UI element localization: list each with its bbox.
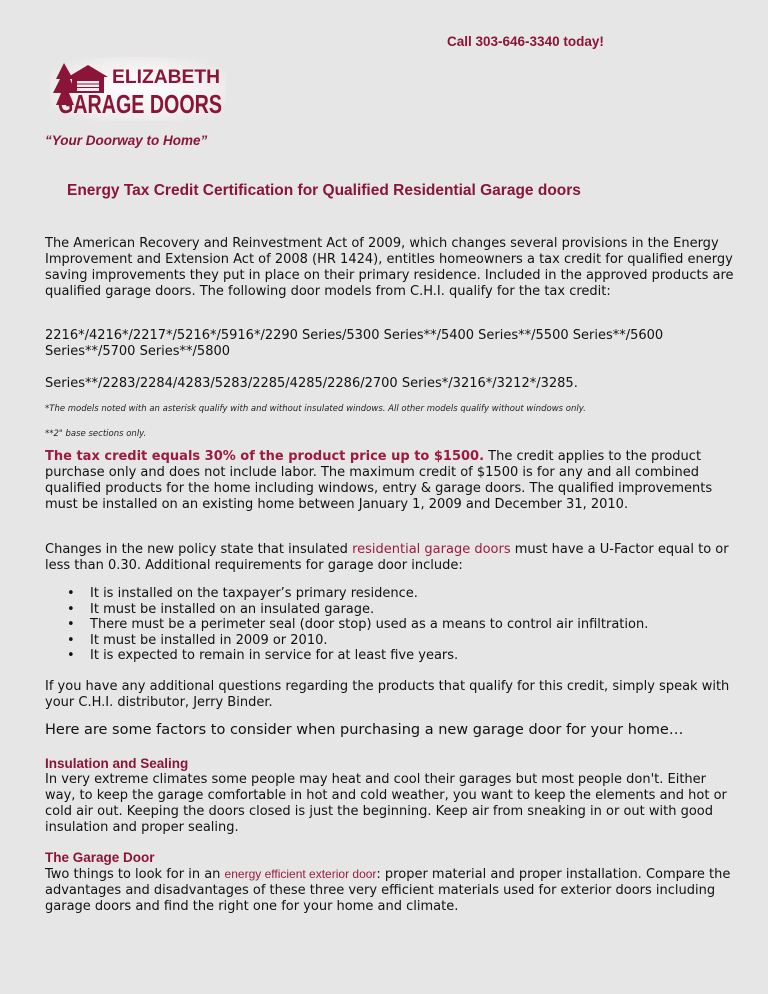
insulation-section xyxy=(45,756,735,836)
tax-credit-details: The credit applies to the product purchase only and does not include labor. The maximum credit of $1500 is for any and all combined qualified products for the home including windows, entry & garage doors. The qualified improvements must be installed on an existing home between January 1, 2009 and December 31, 2010. xyxy=(45,449,713,512)
models-line1: 2216*/4216*/2217*/5216*/5916*/2290 Series/5300 Series**/5400 Series**/5500 Series**/5600 Series**/5700 Series**/5800 xyxy=(45,328,664,359)
garage-door-heading: The Garage Door xyxy=(45,850,155,865)
list-item: • It must be installed in 2009 or 2010. xyxy=(67,632,328,648)
residential-garage-doors-link[interactable]: residential garage doors xyxy=(352,542,511,557)
call-to-action: Call 303-646-3340 today! xyxy=(447,34,604,49)
policy-changes-paragraph xyxy=(45,542,735,574)
bullet-icon: • xyxy=(67,586,75,601)
changes-after: must have a U-Factor equal to or less than 0.30. Additional requirements for garage door include: xyxy=(45,542,729,573)
bullet-icon: • xyxy=(67,617,75,632)
intro-paragraph: The American Recovery and Reinvestment Act of 2009, which changes several provisions in the Energy Improvement and Extension Act of 2008 (HR 1424), entitles homeowners a tax credit for qualified energy saving improvements they put in place on their primary residence. Included in the approved products are qualified garage doors. The following door models from C.H.I. qualify for the tax credit: xyxy=(45,236,734,299)
tax-credit-paragraph xyxy=(45,449,735,513)
garage-door-before: Two things to look for in an xyxy=(45,867,225,882)
garage-door-section xyxy=(45,850,735,915)
note-base-sections: **2" base sections only. xyxy=(45,429,147,439)
logo-line2: GARAGE DOORS xyxy=(58,89,222,119)
list-item: • It is installed on the taxpayer’s primary residence. xyxy=(67,586,418,601)
questions-paragraph: If you have any additional questions regarding the products that qualify for this credit, simply speak with your C.H.I. distributor, Jerry Binder. xyxy=(45,679,730,710)
insulation-heading: Insulation and Sealing xyxy=(45,756,189,771)
note-asterisk: *The models noted with an asterisk qualify with and without insulated windows. All other models qualify without windows only. xyxy=(45,404,586,414)
bullet-icon: • xyxy=(67,601,75,617)
bullet-icon: • xyxy=(67,632,75,648)
requirements-list xyxy=(45,586,648,664)
page-title: Energy Tax Credit Certification for Qualified Residential Garage doors xyxy=(67,182,581,199)
insulation-body: In very extreme climates some people may heat and cool their garages but most people don't. Either way, to keep the garage comfortable in hot and cold weather, you want to keep the elements and hot or cold air out. Keeping the doors closed is just the beginning. Keep air from sneaking in or out with good insulation and proper sealing. xyxy=(45,772,727,835)
energy-efficient-door-link[interactable]: energy efficient exterior door xyxy=(224,867,377,881)
slogan: “Your Doorway to Home” xyxy=(45,133,208,148)
tax-credit-highlight: The tax credit equals 30% of the product price up to $1500. xyxy=(45,449,485,464)
garage-door-after: : proper material and proper installation. Compare the advantages and disadvantages of these three very efficient materials used for exterior doors including garage doors and find the right one for your home and climate. xyxy=(45,867,731,914)
models-line2: Series**/2283/2284/4283/5283/2285/4285/2286/2700 Series*/3216*/3212*/3285. xyxy=(45,376,578,391)
list-item: • There must be a perimeter seal (door stop) used as a means to control air infiltration. xyxy=(67,617,649,632)
list-item: • It must be installed on an insulated garage. xyxy=(67,601,375,617)
list-item: • It is expected to remain in service for at least five years. xyxy=(67,648,459,663)
bullet-icon: • xyxy=(67,648,75,663)
factors-intro: Here are some factors to consider when purchasing a new garage door for your home… xyxy=(45,722,684,738)
changes-before: Changes in the new policy state that insulated xyxy=(45,542,353,557)
logo-line1: ELIZABETH xyxy=(112,67,220,88)
company-logo xyxy=(50,57,226,121)
